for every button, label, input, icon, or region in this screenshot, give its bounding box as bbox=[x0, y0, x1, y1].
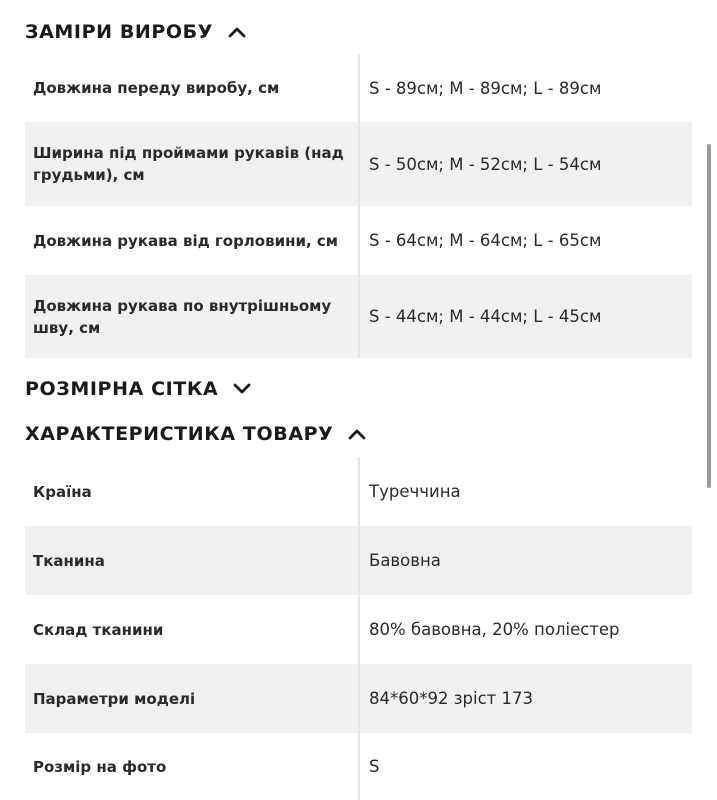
row-label: Довжина рукава по внутрішньому шву, см bbox=[33, 296, 332, 337]
characteristics-title: ХАРАКТЕРИСТИКА ТОВАРУ bbox=[25, 423, 334, 445]
table-row bbox=[25, 595, 692, 664]
row-label: Тканина bbox=[33, 551, 105, 570]
row-label: Країна bbox=[33, 482, 92, 501]
row-value: S - 50см; M - 52см; L - 54см bbox=[369, 154, 602, 174]
row-label: Параметри моделі bbox=[33, 689, 196, 708]
table-row bbox=[25, 664, 692, 733]
table-row bbox=[25, 457, 692, 526]
row-label: Розмір на фото bbox=[33, 757, 167, 776]
table-row bbox=[25, 526, 692, 595]
row-value: S - 89см; M - 89см; L - 89см bbox=[369, 78, 602, 98]
row-value: 80% бавовна, 20% поліестер bbox=[369, 620, 620, 639]
row-value: S bbox=[369, 757, 380, 776]
row-value: 84*60*92 зріст 173 bbox=[369, 689, 533, 708]
measurements-header[interactable] bbox=[25, 18, 247, 46]
chevron-up-icon bbox=[227, 25, 247, 39]
size-chart-title: РОЗМІРНА СІТКА bbox=[25, 378, 219, 400]
characteristics-header[interactable] bbox=[25, 420, 367, 448]
table-row bbox=[25, 275, 692, 358]
characteristics-table bbox=[25, 457, 692, 800]
table-row bbox=[25, 206, 692, 275]
table-row bbox=[25, 733, 692, 800]
chevron-down-icon bbox=[232, 382, 252, 396]
chevron-up-icon bbox=[347, 427, 367, 441]
table-row bbox=[25, 122, 692, 206]
row-value: Туреччина bbox=[369, 482, 461, 501]
row-label: Склад тканини bbox=[33, 620, 164, 639]
row-value: S - 44см; M - 44см; L - 45см bbox=[369, 307, 602, 326]
table-row bbox=[25, 54, 692, 122]
row-value: Бавовна bbox=[369, 551, 441, 570]
row-label: Довжина рукава від горловини, см bbox=[33, 231, 339, 250]
row-value: S - 64см; M - 64см; L - 65см bbox=[369, 231, 602, 250]
measurements-table bbox=[25, 54, 692, 358]
measurements-title: ЗАМІРИ ВИРОБУ bbox=[25, 21, 214, 43]
row-label: Ширина під проймами рукавів (над грудьми), см bbox=[33, 144, 344, 184]
row-label: Довжина переду виробу, см bbox=[33, 79, 280, 97]
scrollbar-thumb[interactable] bbox=[707, 144, 711, 488]
size-chart-header[interactable] bbox=[25, 375, 252, 403]
